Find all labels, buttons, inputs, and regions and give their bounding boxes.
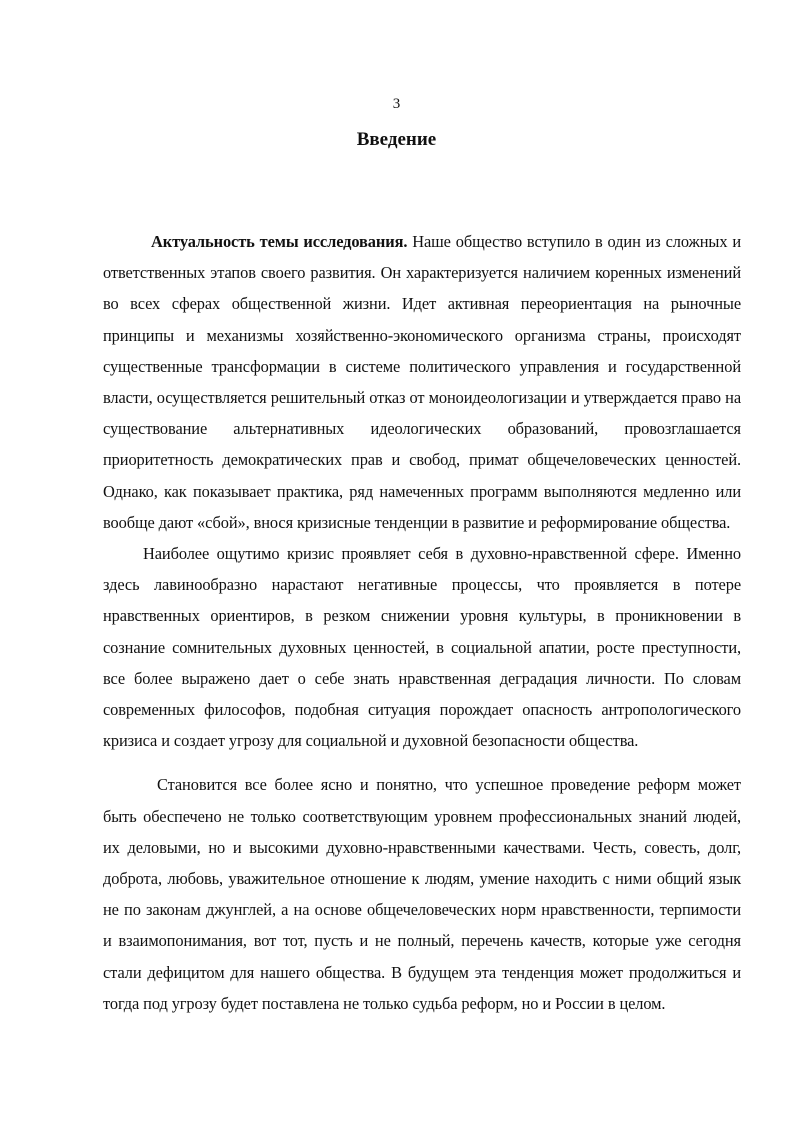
paragraph-reforms: Становится все более ясно и понятно, что успешное проведение реформ может быть обеспечено не только соответствующим уровнем профессиональных знаний людей, их деловыми, но и высокими духовно-нравственными качествами. Честь, совесть, долг, доброта, любовь, уважительное отношение к людям, умение находить с ними общий язык не по законам джунглей, а на основе общечеловеческих норм нравственности, терпимости и взаимопонимания, вот тот, пусть и не полный, перечень качеств, которые уже сегодня стали дефицитом для нашего общества. В будущем эта тенденция может продолжиться и тогда под угрозу будет поставлена не только судьба реформ, но и России в целом. — [103, 775, 741, 1013]
paragraph-relevance — [103, 226, 741, 538]
paragraph-text: Наше общество вступило в один из сложных и ответственных этапов своего развития. Он характеризуется наличием коренных изменений во всех сферах общественной жизни. Идет активная переориентация на рыночные принципы и механизмы хозяйственно-экономического организма страны, происходят существенные трансформации в системе политического управления и государственной власти, осуществляется решительный отказ от моноидеологизации и утверждается право на существование альтернативных идеологических образований, провозглашается приоритетность демократических прав и свобод, примат общечеловеческих ценностей. Однако, как показывает практика, ряд намеченных программ выполняются медленно или вообще дают «сбой», внося кризисные тенденции в развитие и реформирование общества. — [103, 232, 741, 532]
page-title: Введение — [356, 129, 437, 150]
paragraph-crisis: Наиболее ощутимо кризис проявляет себя в духовно-нравственной сфере. Именно здесь лавинообразно нарастают негативные процессы, что проявляется в потере нравственных ориентиров, в резком снижении уровня культуры, в проникновении в сознание сомнительных духовных ценностей, в социальной апатии, росте преступности, все более выражено дает о себе знать нравственная деградация личности. По словам современных философов, подобная ситуация порождает опасность антропологического кризиса и создает угрозу для социальной и духовной безопасности общества. — [103, 544, 741, 751]
paragraph-lead-heading: Актуальность темы исследования. — [151, 232, 408, 251]
page-number: 3 — [392, 96, 401, 112]
document-body — [103, 226, 741, 1019]
